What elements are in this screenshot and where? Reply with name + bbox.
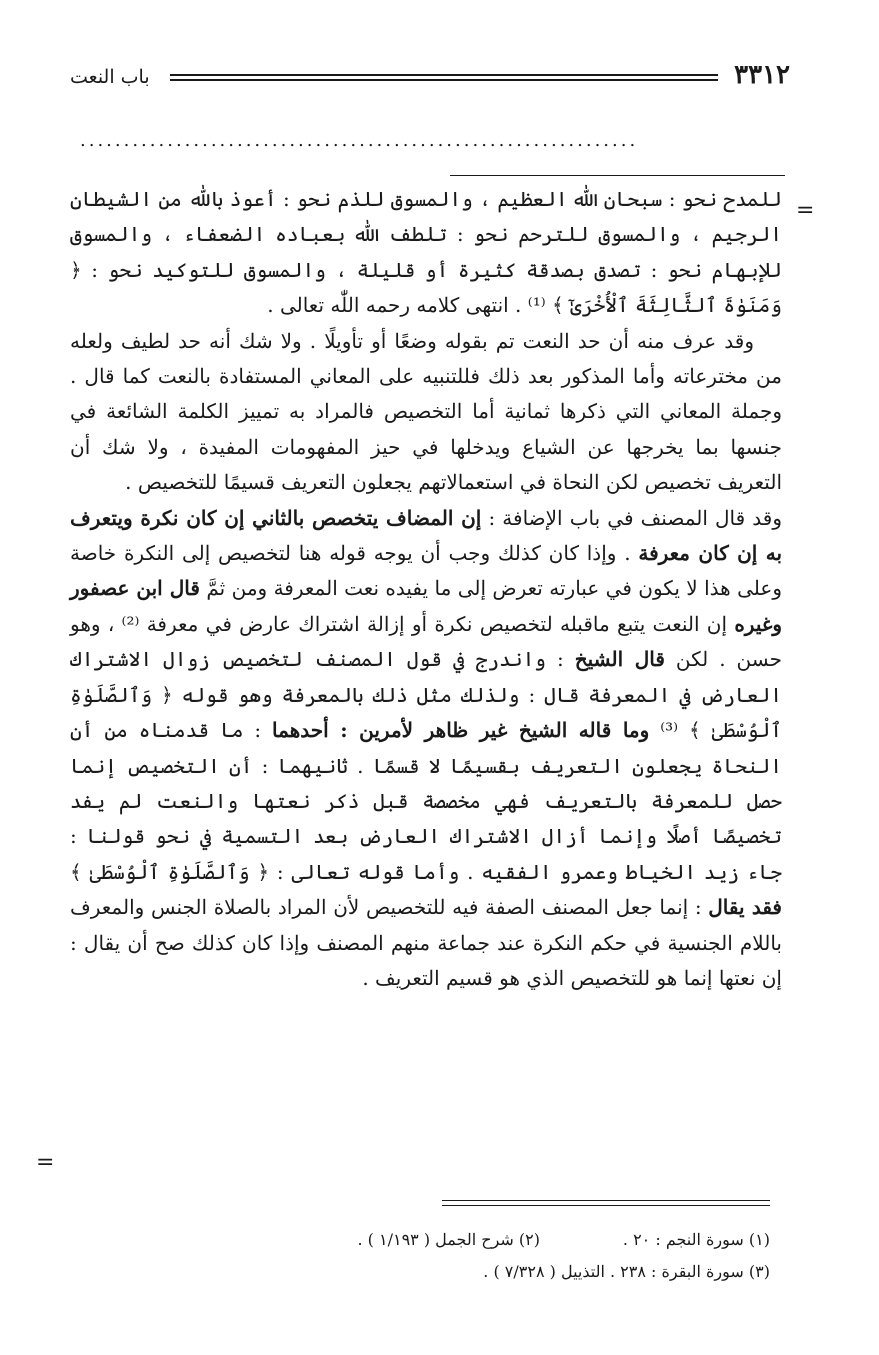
text-span: : ما قدمناه من أن النحاة يجعلون التعريف بقسيمًا لا قسمًا . ثانيهما : أن التخصيص إنما حصل للمعرفة بالتعريف فهي مخصصة قبل ذكر نعتها والنعت لم يفد تخصيصًا أصلًا وإنما أزال الاشتراك العارض بعد التسمية في نحو قولنا : جاء زيد الخياط وعمرو الفقيه . وأما قوله تعالى : ﴿ وَٱلصَّلَوٰةِ ٱلْوُسْطَىٰ ﴾ [70, 718, 782, 884]
page-number: ٣٣١٢ [734, 60, 790, 90]
footnote-3: (٣) سورة البقرة : ٢٣٨ . التذييل ( ٧/٣٢٨ ) . [483, 1262, 770, 1281]
bold-span: قال الشيخ [574, 647, 665, 672]
paragraph-1: للمدح نحو : سبحان اللّٰه العظيم ، والمسوق للذم نحو : أعوذ باللّٰه من الشيطان الرجيم ، والمسوق للترحم نحو : تلطف اللّٰه بعباده الضعفاء ، والمسوق للإبهام نحو : تصدق بصدقة كثيرة أو قليلة ، والمسوق للتوكيد نحو : ﴿ وَمَنَوٰةَ ٱلثَّالِثَةَ ٱلْأُخْرَىٰٓ ﴾ ⁽¹⁾ . انتهى كلامه رحمه اللّٰه تعالى . [70, 187, 782, 318]
text-span: . وإذا كان كذلك وجب أن يوجه قوله هنا لتخصيص إلى النكرة خاصة وعلى هذا لا يكون في عبارته تعرض إلى ما يفيده نعت المعرفة ومن ثمَّ [70, 541, 782, 601]
footnote-1: (١) سورة النجم : ٢٠ . [622, 1230, 770, 1249]
footnotes [150, 1224, 770, 1288]
text-span: : واندرج في قول المصنف لتخصيص زوال الاشتراك العارض في المعرفة قال : ولذلك مثل ذلك بالمعرفة وهو قوله ﴿ وَٱلصَّلَوٰةِ ٱلْوُسْطَىٰ ﴾ ⁽³⁾ [70, 647, 782, 743]
footnote-2: (٢) شرح الجمل ( ١/١٩٣ ) . [357, 1230, 540, 1249]
bold-span: إن المضاف يتخصص بالثاني إن كان نكرة ويتعرف به إن كان معرفة [70, 505, 783, 566]
running-title: باب النعت [70, 66, 150, 88]
footnote-row [150, 1256, 770, 1288]
text-span: وقد قال المصنف في باب الإضافة : [481, 505, 782, 530]
top-rule [450, 175, 785, 176]
ellipsis-line: ................................................................ [80, 130, 639, 151]
bold-span: وما قاله الشيخ غير ظاهر لأمرين : أحدهما [272, 718, 650, 743]
main-text [70, 182, 782, 996]
text-span: : إنما جعل المصنف الصفة فيه للتخصيص لأن المراد بالصلاة الجنس والمعرف باللام الجنسية في حكم النكرة عند جماعة منهم المصنف وإذا كان كذلك صح أن يقال : إن نعتها إنما هو للتخصيص الذي هو قسيم التعريف . [70, 895, 782, 990]
header-rule [170, 74, 718, 81]
footnote-row [150, 1224, 770, 1256]
end-mark: = [36, 1150, 55, 1175]
text-span: إن النعت يتبع ماقبله لتخصيص نكرة أو إزالة اشتراك عارض في معرفة ⁽²⁾ ، وهو حسن . لكن [70, 611, 782, 672]
paragraph-2: وقد عرف منه أن حد النعت تم بقوله وضعًا أو تأويلًا . ولا شك أنه حد لطيف ولعله من مخترعاته وأما المذكور بعد ذلك فللتنبيه على المعاني المستفادة بالنعت كما قال . وجملة المعاني التي ذكرها ثمانية أما التخصيص فالمراد به تمييز الكلمة الشائعة في جنسها بما يخرجها عن الشياع ويدخلها في حيز المفهومات المفيدة ، ولا شك أن التعريف تخصيص لكن النحاة في استعمالاتهم يجعلون التعريف قسيمًا للتخصيص . [70, 328, 782, 495]
page-header [70, 60, 790, 100]
footnote-rule [442, 1200, 770, 1206]
continuation-mark: = [796, 198, 815, 223]
paragraph-3 [70, 501, 782, 997]
bold-span: فقد يقال [708, 895, 782, 920]
bold-span: قال ابن عصفور وغيره [70, 576, 782, 636]
